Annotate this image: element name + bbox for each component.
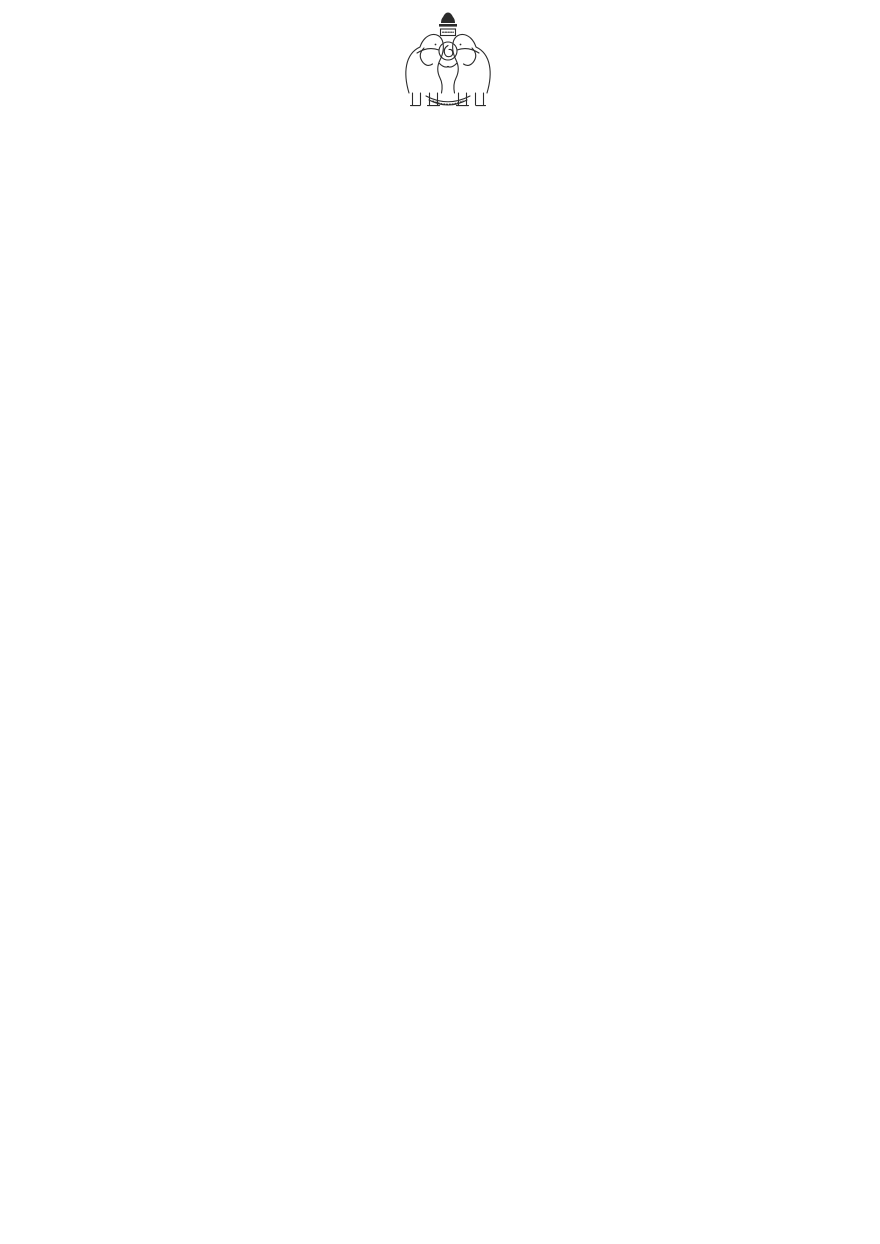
ending-numbers-heading <box>85 302 829 341</box>
draw-info <box>85 201 829 373</box>
page-footer <box>0 1208 880 1228</box>
kerala-government-emblem-icon <box>400 6 496 112</box>
results-body <box>85 302 829 341</box>
